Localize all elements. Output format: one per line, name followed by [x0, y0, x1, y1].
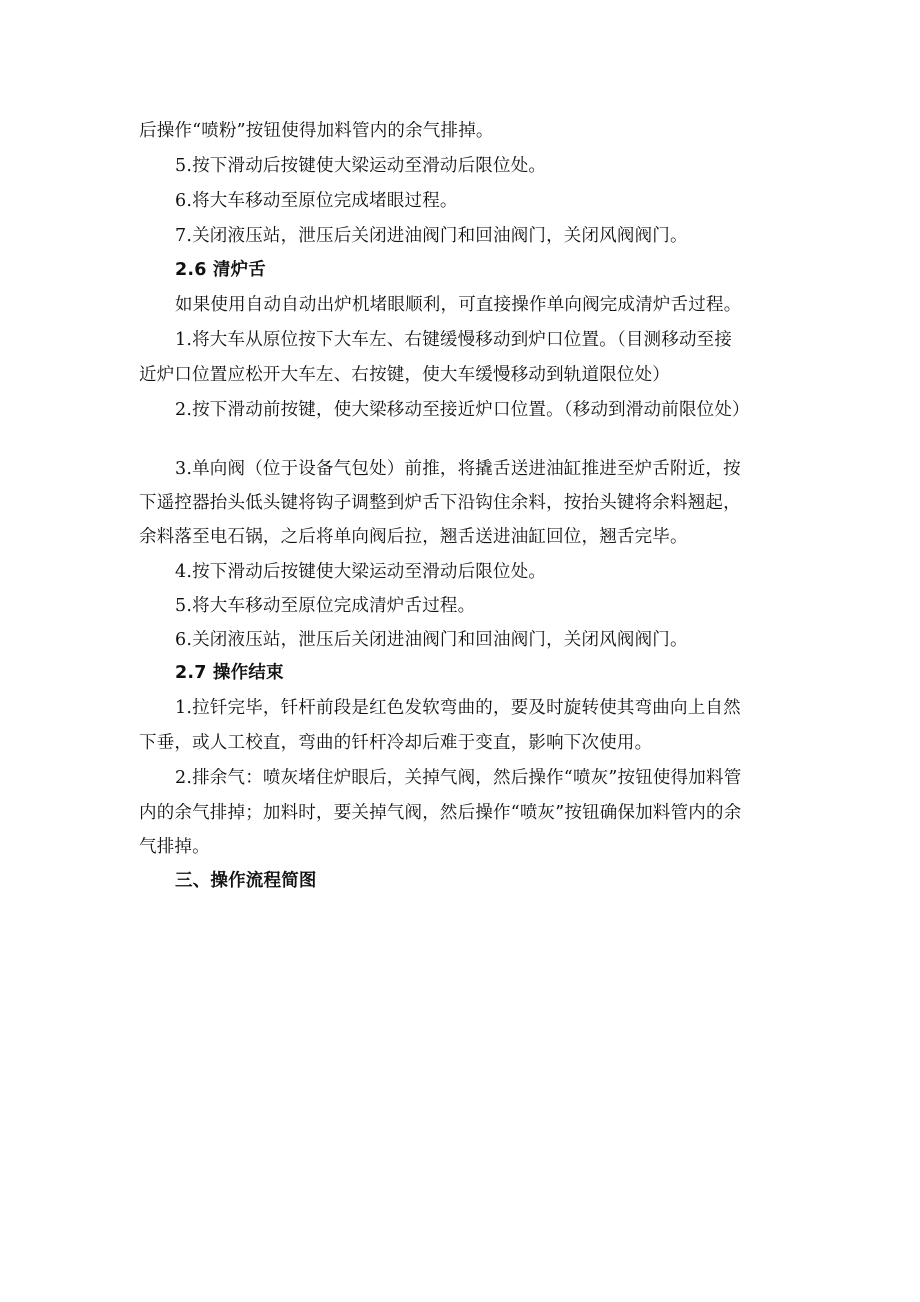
end-step-2-line-a: 2.排余气：喷灰堵住炉眼后，关掉气阀，然后操作“喷灰”按钮使得加料管: [175, 768, 742, 788]
end-step-1-line-a: 1.拉钎完毕，钎杆前段是红色发软弯曲的，要及时旋转使其弯曲向上自然: [175, 698, 741, 718]
end-step-1-line-b: 下垂，或人工校直，弯曲的钎杆冷却后难于变直，影响下次使用。: [139, 733, 653, 753]
step-3-line-b: 下遥控器抬头低头键将钩子调整到炉舌下沿钩住余料，按抬头键将余料翘起，: [139, 493, 741, 513]
step-1-line-a: 1.将大车从原位按下大车左、右键缓慢移动到炉口位置。（目测移动至接: [175, 330, 733, 350]
step-3-line-c: 余料落至电石锅，之后将单向阀后拉，翘舌送进油缸回位，翘舌完毕。: [139, 527, 688, 547]
step-2-line: 2.按下滑动前按键，使大梁移动至接近炉口位置。（移动到滑动前限位处）: [175, 400, 750, 420]
step-6-line: 6.将大车移动至原位完成堵眼过程。: [175, 191, 458, 211]
section-heading-2-7: 2.7 操作结束: [175, 663, 284, 683]
step-6b-line: 6.关闭液压站，泄压后关闭进油阀门和回油阀门，关闭风阀阀门。: [175, 630, 688, 650]
step-1-line-b: 近炉口位置应松开大车左、右按键，使大车缓慢移动到轨道限位处）: [139, 365, 670, 385]
section-title-3: 三、操作流程简图: [175, 871, 317, 891]
step-5b-line: 5.将大车移动至原位完成清炉舌过程。: [175, 596, 476, 616]
paragraph-line: 后操作“喷粉”按钮使得加料管内的余气排掉。: [139, 121, 494, 141]
step-3-line-a: 3.单向阀（位于设备气包处）前推，将撬舌送进油缸推进至炉舌附近，按: [175, 459, 741, 479]
step-5-line: 5.按下滑动后按键使大梁运动至滑动后限位处。: [175, 156, 547, 176]
intro-line: 如果使用自动自动出炉机堵眼顺利，可直接操作单向阀完成清炉舌过程。: [175, 295, 742, 315]
section-heading-2-6: 2.6 清炉舌: [175, 260, 266, 280]
end-step-2-line-c: 气排掉。: [139, 837, 210, 857]
end-step-2-line-b: 内的余气排掉；加料时，要关掉气阀，然后操作“喷灰”按钮确保加料管内的余: [139, 803, 742, 823]
step-4-line: 4.按下滑动后按键使大梁运动至滑动后限位处。: [175, 562, 547, 582]
step-7-line: 7.关闭液压站，泄压后关闭进油阀门和回油阀门，关闭风阀阀门。: [175, 226, 688, 246]
